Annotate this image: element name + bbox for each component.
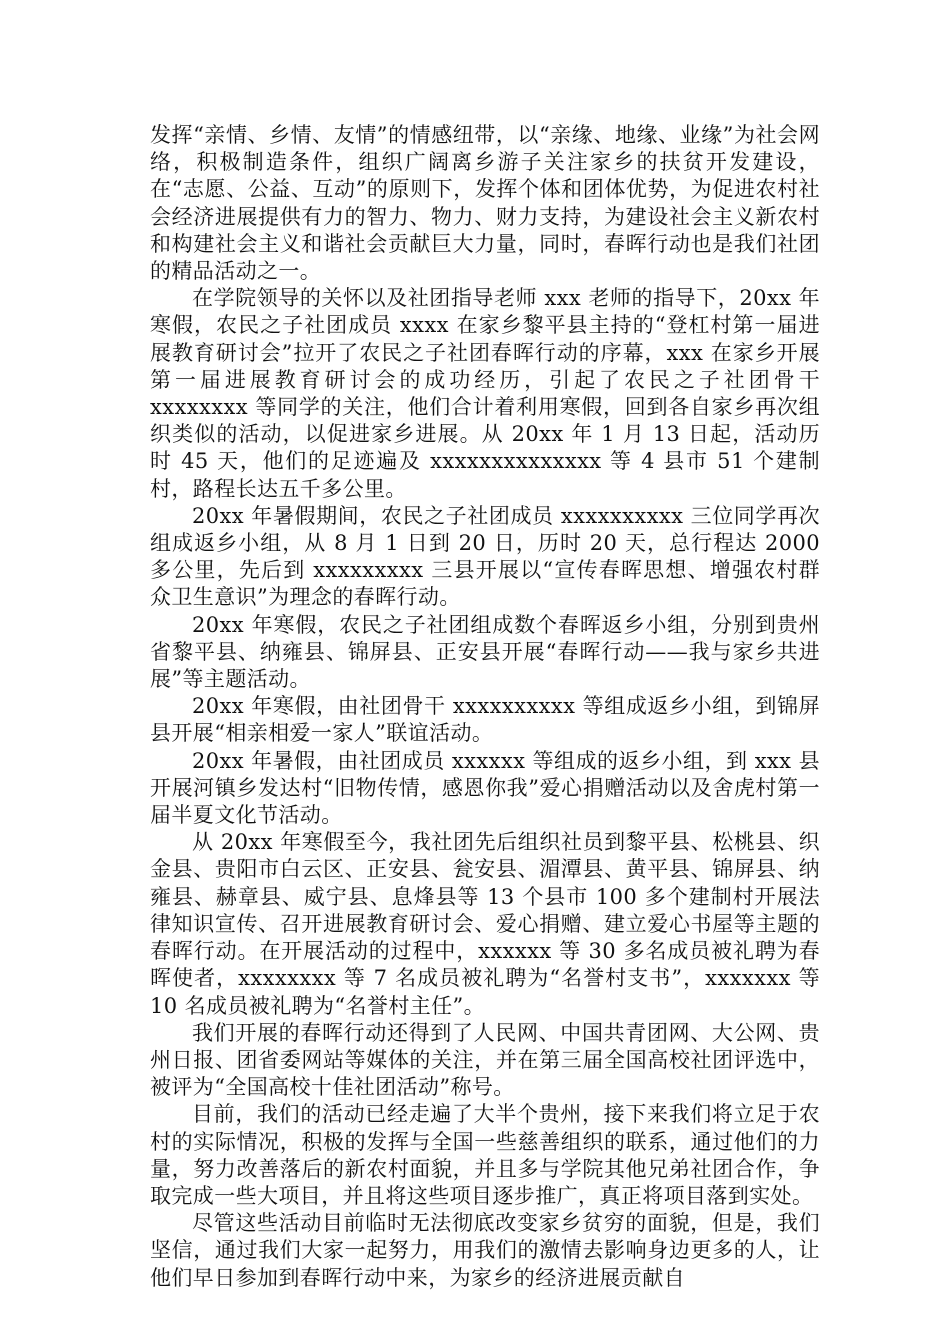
- paragraph-8: 我们开展的春晖行动还得到了人民网、中国共青团网、大公网、贵州日报、团省委网站等媒体的关注，并在第三届全国高校社团评选中，被评为“全国高校十佳社团活动”称号。: [150, 1020, 820, 1100]
- paragraph-6: 20xx 年暑假，由社团成员 xxxxxx 等组成的返乡小组，到 xxx 县开展河镇乡发达村“旧物传情，感恩你我”爱心捐赠活动以及舍虎村第一届半夏文化节活动。: [150, 748, 820, 828]
- paragraph-10: 尽管这些活动目前临时无法彻底改变家乡贫穷的面貌，但是，我们坚信，通过我们大家一起努力，用我们的激情去影响身边更多的人，让他们早日参加到春晖行动中来，为家乡的经济进展贡献自: [150, 1211, 820, 1290]
- paragraph-4: 20xx 年寒假，农民之子社团组成数个春晖返乡小组，分别到贵州省黎平县、纳雍县、锦屏县、正安县开展“春晖行动——我与家乡共进展”等主题活动。: [150, 612, 820, 692]
- document-body: [150, 122, 820, 1292]
- paragraph-5: 20xx 年寒假，由社团骨干 xxxxxxxxxx 等组成返乡小组，到锦屏县开展“相亲相爱一家人”联谊活动。: [150, 694, 820, 746]
- paragraph-1: 发挥“亲情、乡情、友情”的情感纽带，以“亲缘、地缘、业缘”为社会网络，积极制造条件，组织广阔离乡游子关注家乡的扶贫开发建设，在“志愿、公益、互动”的原则下，发挥个体和团体优势，为促进农村社会经济进展提供有力的智力、物力、财力支持，为建设社会主义新农村和构建社会主义和谐社会贡献巨大力量，同时，春晖行动也是我们社团的精品活动之一。: [150, 123, 820, 284]
- paragraph-3: 20xx 年暑假期间，农民之子社团成员 xxxxxxxxxx 三位同学再次组成返乡小组，从 8 月 1 日到 20 日，历时 20 天，总行程达 2000 多公里，先后到 xxxxxxxxx 三县开展以“宣传春晖思想、增强农村群众卫生意识”为理念的春晖行动。: [150, 503, 820, 610]
- paragraph-7: 从 20xx 年寒假至今，我社团先后组织社员到黎平县、松桃县、织金县、贵阳市白云区、正安县、瓮安县、湄潭县、黄平县、锦屏县、纳雍县、赫章县、威宁县、息烽县等 13 个县市 100 多个建制村开展法律知识宣传、召开进展教育研讨会、爱心捐赠、建立爱心书屋等主题的春晖行动。在开展活动的过程中，xxxxxx 等 30 多名成员被礼聘为春晖使者，xxxxxxxx 等 7 名成员被礼聘为“名誉村支书”，xxxxxxx 等 10 名成员被礼聘为“名誉村主任”。: [150, 830, 820, 1018]
- paragraph-9: 目前，我们的活动已经走遍了大半个贵州，接下来我们将立足于农村的实际情况，积极的发挥与全国一些慈善组织的联系，通过他们的力量，努力改善落后的新农村面貌，并且多与学院其他兄弟社团合作，争取完成一些大项目，并且将这些项目逐步推广，真正将项目落到实处。: [150, 1102, 820, 1208]
- paragraph-2: 在学院领导的关怀以及社团指导老师 xxx 老师的指导下，20xx 年寒假，农民之子社团成员 xxxx 在家乡黎平县主持的“登杠村第一届进展教育研讨会”拉开了农民之子社团春晖行动的序幕，xxx 在家乡开展第一届进展教育研讨会的成功经历，引起了农民之子社团骨干 xxxxxxxx 等同学的关注，他们合计着利用寒假，回到各自家乡再次组织类似的活动，以促进家乡进展。从 20xx 年 1 月 13 日起，活动历时 45 天，他们的足迹遍及 xxxxxxxxxxxxxx 等 4 县市 51 个建制村，路程长达五千多公里。: [150, 286, 820, 501]
